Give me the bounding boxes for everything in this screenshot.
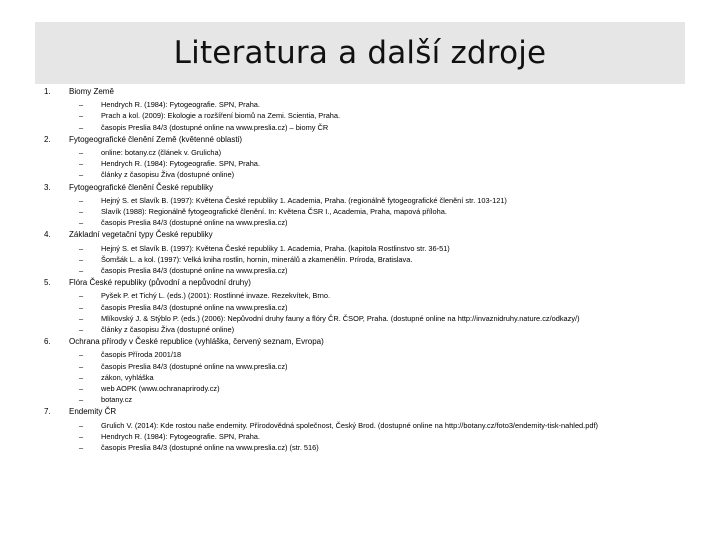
slide-title: Literatura a další zdroje <box>173 35 547 71</box>
reference-text: Hejný S. et Slavík B. (1997): Květena České republiky 1. Academia, Praha. (kapitola Rostlinstvo str. 36-51) <box>101 243 450 253</box>
reference-item <box>79 158 666 169</box>
section-number: 1. <box>44 87 51 96</box>
bullet-dash: – <box>79 159 84 169</box>
reference-text: časopis Příroda 2001/18 <box>101 350 182 360</box>
section-heading: Flóra České republiky (původní a nepůvodní druhy) <box>69 278 251 288</box>
bullet-dash: – <box>79 291 84 301</box>
reference-item <box>79 372 666 383</box>
bullet-dash: – <box>79 122 84 132</box>
bullet-dash: – <box>79 195 84 205</box>
section-number: 2. <box>44 134 51 144</box>
bullet-dash: – <box>79 100 84 110</box>
reference-text: zákon, vyhláška <box>101 372 154 382</box>
bullet-dash: – <box>79 384 84 394</box>
section-number: 6. <box>44 337 51 347</box>
reference-text: články z časopisu Živa (dostupné online) <box>101 325 235 335</box>
section-heading: Endemity ČR <box>69 407 117 417</box>
bullet-dash: – <box>79 302 84 312</box>
reference-text: Hejný S. et Slavík B. (1997): Květena České republiky 1. Academia, Praha. (regionálně fytogeografické členění str. 103-121) <box>101 195 507 205</box>
bullet-dash: – <box>79 266 84 276</box>
bullet-dash: – <box>79 350 84 360</box>
reference-item <box>79 169 666 180</box>
reference-item <box>79 383 666 394</box>
reference-bullet-list <box>0 147 720 181</box>
reference-section <box>0 335 720 405</box>
reference-item <box>79 290 666 301</box>
section-heading: Biomy Země <box>69 87 114 96</box>
bullet-dash: – <box>79 431 84 441</box>
bullet-dash: – <box>79 111 84 121</box>
reference-text: časopis Preslia 84/3 (dostupné online na www.preslia.cz) (str. 516) <box>101 443 319 453</box>
bullet-dash: – <box>79 148 84 158</box>
reference-bullet-list <box>0 349 720 405</box>
reference-text: časopis Preslia 84/3 (dostupné online na www.preslia.cz) <box>101 302 288 312</box>
bullet-dash: – <box>79 243 84 253</box>
reference-section <box>0 85 720 133</box>
reference-text: Slavík (1988): Regionálně fytogeografické členění. In: Květena ČSR I., Academia, Praha, mapová příloha. <box>101 207 447 217</box>
reference-bullet-list <box>0 99 720 133</box>
reference-item <box>79 361 666 372</box>
reference-item <box>79 442 666 453</box>
bullet-dash: – <box>79 207 84 217</box>
reference-text: Hendrych R. (1984): Fytogeografie. SPN, Praha. <box>101 100 260 110</box>
reference-bullet-list <box>0 290 720 335</box>
reference-text: Pyšek P. et Tichý L. (eds.) (2001): Rostlinné invaze. Rezekvítek, Brno. <box>101 291 331 301</box>
references-list <box>0 85 720 453</box>
reference-text: časopis Preslia 84/3 (dostupné online na www.preslia.cz) <box>101 361 288 371</box>
reference-item <box>79 324 666 335</box>
slide-title-bar <box>35 22 685 84</box>
section-number: 3. <box>44 182 51 192</box>
reference-section <box>0 405 720 453</box>
reference-item <box>79 110 666 121</box>
bullet-dash: – <box>79 443 84 453</box>
bullet-dash: – <box>79 218 84 228</box>
reference-section <box>0 133 720 181</box>
bullet-dash: – <box>79 254 84 264</box>
reference-text: Hendrych R. (1984): Fytogeografie. SPN, Praha. <box>101 431 260 441</box>
section-number: 7. <box>44 407 51 417</box>
reference-item <box>79 313 666 324</box>
bullet-dash: – <box>79 361 84 371</box>
bullet-dash: – <box>79 325 84 335</box>
reference-item <box>79 420 666 431</box>
reference-bullet-list <box>0 195 720 229</box>
section-number: 4. <box>44 230 51 240</box>
reference-item <box>79 217 666 228</box>
reference-item <box>79 195 666 206</box>
reference-text: časopis Preslia 84/3 (dostupné online na www.preslia.cz) – biomy ČR <box>101 122 329 132</box>
reference-text: web AOPK (www.ochranaprirody.cz) <box>101 384 220 394</box>
reference-item <box>79 431 666 442</box>
reference-item <box>79 147 666 158</box>
reference-section <box>0 276 720 335</box>
reference-item <box>79 122 666 133</box>
bullet-dash: – <box>79 420 84 430</box>
reference-item <box>79 349 666 360</box>
reference-text: časopis Preslia 84/3 (dostupné online na www.preslia.cz) <box>101 266 288 276</box>
section-heading: Fytogeografické členění České republiky <box>69 182 214 192</box>
reference-section <box>0 228 720 276</box>
bullet-dash: – <box>79 313 84 323</box>
reference-text: Mlíkovský J. & Stýblo P. (eds.) (2006): Nepůvodní druhy fauny a flóry ČR. ČSOP, Praha. (dostupné online na http://invaznidruhy.nature.cz/odkazy/) <box>101 313 580 323</box>
reference-text: online: botany.cz (článek v. Grulicha) <box>101 148 222 158</box>
reference-bullet-list <box>0 243 720 277</box>
reference-item <box>79 265 666 276</box>
reference-item <box>79 243 666 254</box>
section-heading: Základní vegetační typy České republiky <box>69 230 213 240</box>
section-heading: Ochrana přírody v České republice (vyhláška, červený seznam, Evropa) <box>69 337 324 347</box>
reference-item <box>79 206 666 217</box>
reference-bullet-list <box>0 420 720 454</box>
reference-text: Šomšák L. a kol. (1997): Velká kniha rostlin, hornin, minerálů a zkamenělin. Príroda, Bratislava. <box>101 254 413 264</box>
reference-text: Grulich V. (2014): Kde rostou naše endemity. Přírodovědná společnost, Český Brod. (dostupné online na http://botany.cz/foto3/endemity-tisk-nahled.pdf) <box>101 420 598 430</box>
reference-section <box>0 181 720 229</box>
reference-text: články z časopisu Živa (dostupné online) <box>101 170 235 180</box>
reference-text: botany.cz <box>101 395 133 405</box>
reference-text: Hendrych R. (1984): Fytogeografie. SPN, Praha. <box>101 159 260 169</box>
reference-text: Prach a kol. (2009): Ekologie a rozšíření biomů na Zemi. Scientia, Praha. <box>101 111 341 121</box>
reference-item <box>79 99 666 110</box>
reference-item <box>79 254 666 265</box>
reference-item <box>79 394 666 405</box>
section-heading: Fytogeografické členění Země (květenné oblasti) <box>69 134 242 144</box>
section-number: 5. <box>44 278 51 288</box>
bullet-dash: – <box>79 170 84 180</box>
reference-item <box>79 302 666 313</box>
bullet-dash: – <box>79 372 84 382</box>
bullet-dash: – <box>79 395 84 405</box>
reference-text: časopis Preslia 84/3 (dostupné online na www.preslia.cz) <box>101 218 288 228</box>
